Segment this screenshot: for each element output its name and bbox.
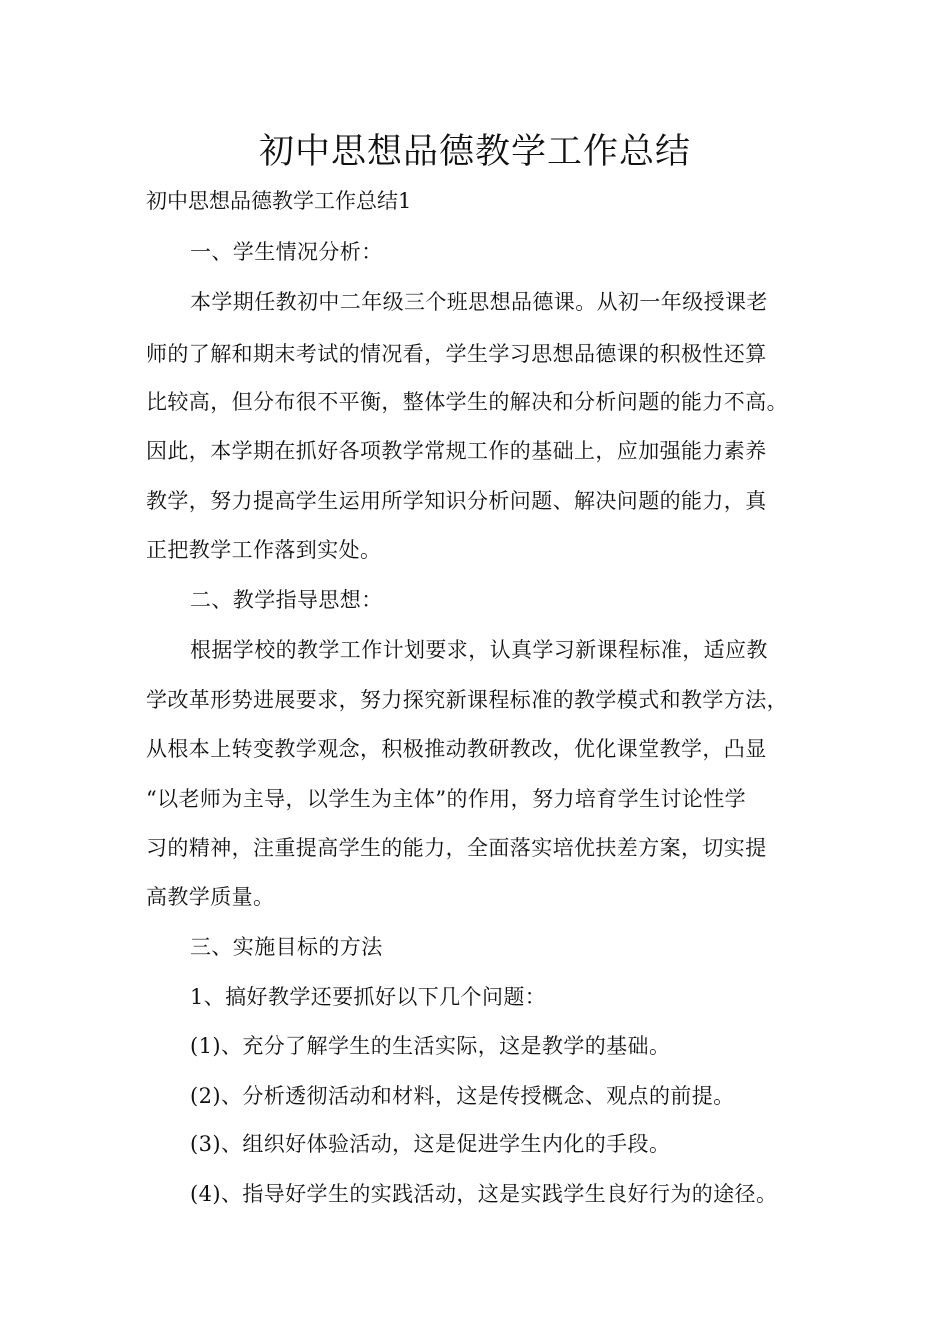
- paragraph-line: 正把教学工作落到实处。: [146, 538, 382, 562]
- list-item: (4)、指导好学生的实践活动，这是实践学生良好行为的途径。: [190, 1182, 778, 1206]
- paragraph-line: 从根本上转变教学观念，积极推动教研教改，优化课堂教学，凸显: [146, 737, 767, 761]
- paragraph-line: 比较高，但分布很不平衡，整体学生的解决和分析问题的能力不高。: [146, 390, 788, 414]
- paragraph-line: 根据学校的教学工作计划要求，认真学习新课程标准，适应教: [190, 638, 768, 662]
- list-item: (1)、充分了解学生的生活实际，这是教学的基础。: [190, 1034, 671, 1058]
- list-item: (3)、组织好体验活动，这是促进学生内化的手段。: [190, 1132, 671, 1156]
- paragraph-line: “以老师为主导，以学生为主体”的作用，努力培育学生讨论性学: [146, 787, 747, 811]
- paragraph-line: 本学期任教初中二年级三个班思想品德课。从初一年级授课老: [190, 290, 768, 314]
- list-item: (2)、分析透彻活动和材料，这是传授概念、观点的前提。: [190, 1084, 735, 1108]
- paragraph-line: 学改革形势进展要求，努力探究新课程标准的教学模式和教学方法，: [146, 688, 788, 712]
- document-title: 初中思想品德教学工作总结: [258, 132, 691, 172]
- paragraph-line: 教学，努力提高学生运用所学知识分析问题、解决问题的能力，真: [146, 489, 767, 513]
- paragraph-line: 高教学质量。: [146, 885, 275, 909]
- section-heading-1: 一、学生情况分析：: [190, 240, 383, 264]
- list-item: 1、搞好教学还要抓好以下几个问题：: [190, 985, 547, 1009]
- section-heading-3: 三、实施目标的方法: [190, 935, 383, 959]
- paragraph-line: 师的了解和期末考试的情况看，学生学习思想品德课的积极性还算: [146, 342, 767, 366]
- paragraph-line: 因此，本学期在抓好各项教学常规工作的基础上，应加强能力素养: [146, 439, 767, 463]
- section-heading-2: 二、教学指导思想：: [190, 588, 383, 612]
- document-subtitle: 初中思想品德教学工作总结1: [146, 189, 412, 213]
- paragraph-line: 习的精神，注重提高学生的能力，全面落实培优扶差方案，切实提: [146, 836, 767, 860]
